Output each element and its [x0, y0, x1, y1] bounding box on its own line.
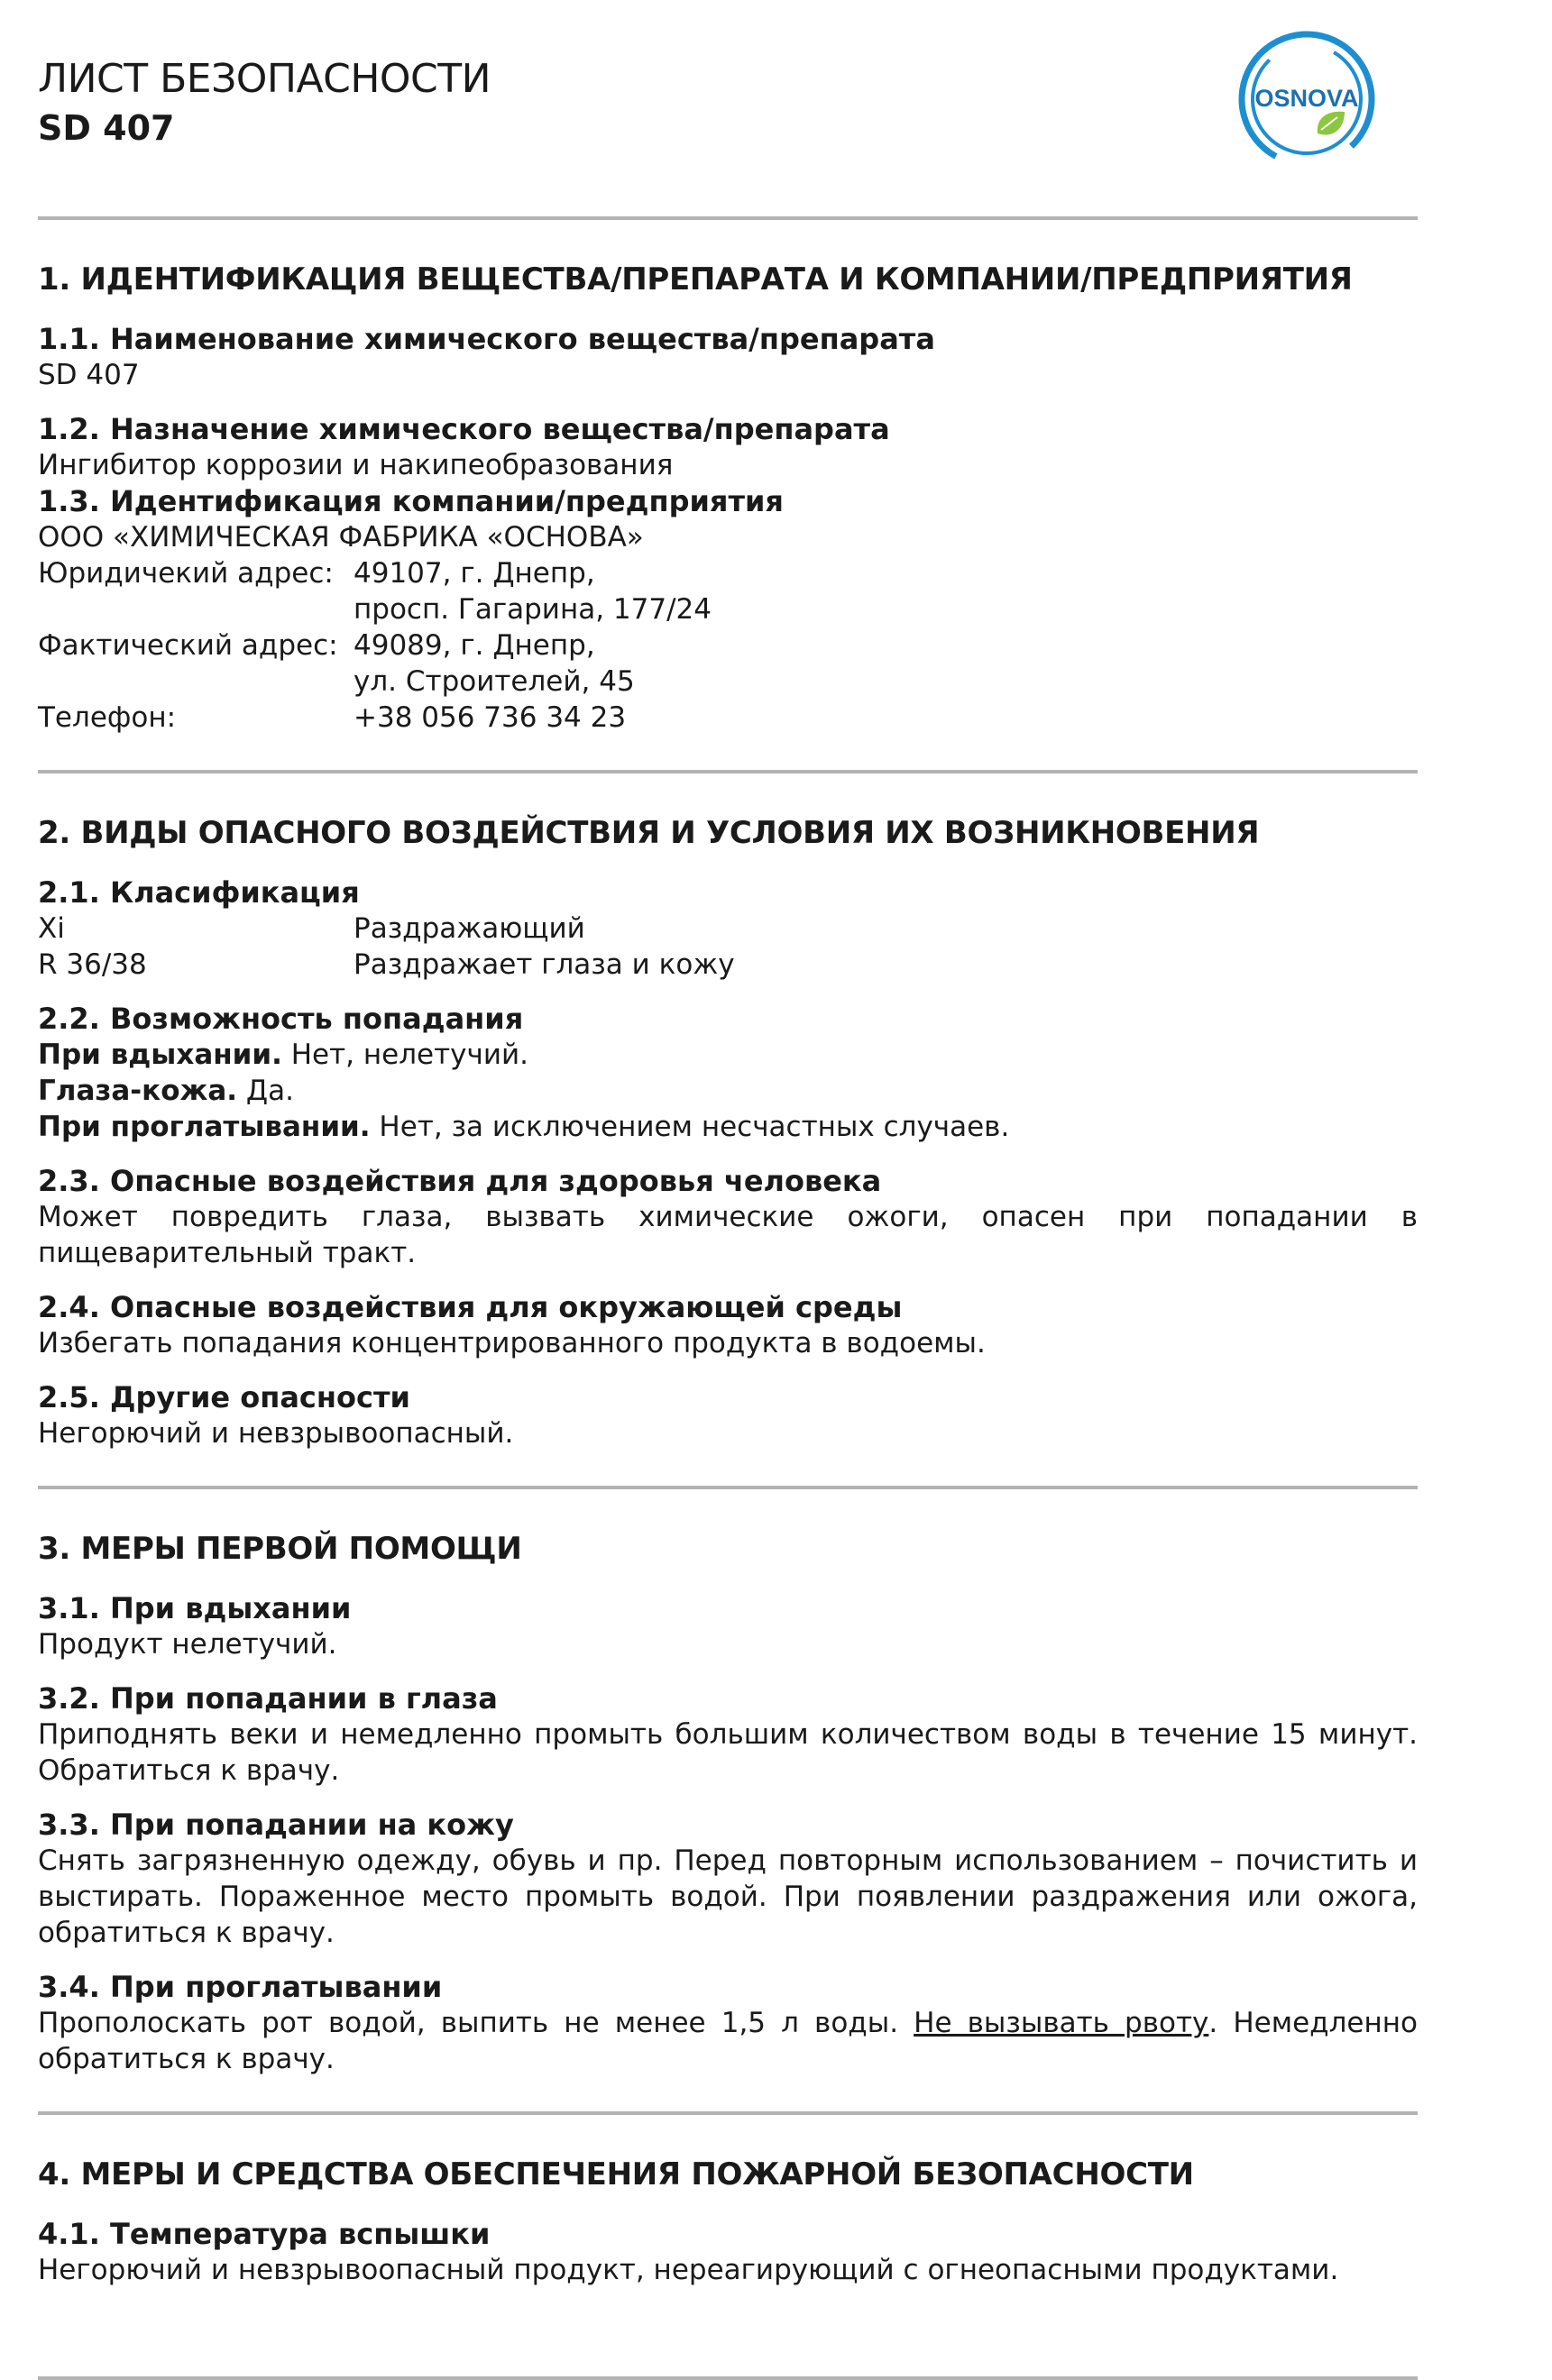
- divider: [38, 2376, 1418, 2380]
- company-name: ООО «ХИМИЧЕСКАЯ ФАБРИКА «ОСНОВА»: [38, 521, 644, 554]
- section-title: 2. ВИДЫ ОПАСНОГО ВОЗДЕЙСТВИЯ И УСЛОВИЯ ИХ ВОЗНИКНОВЕНИЯ: [38, 815, 1260, 851]
- legal-address-row: [38, 555, 1418, 591]
- section-title: 3. МЕРЫ ПЕРВОЙ ПОМОЩИ: [38, 1531, 522, 1567]
- subsection-title: 3.2. При попадании в глаза: [38, 1681, 498, 1716]
- class-desc: Раздражает глаза и кожу: [354, 948, 735, 981]
- actual-address-row-2: [38, 664, 1418, 700]
- eye-aid-text: Приподнять веки и немедленно промыть большим количеством воды в течение 15 минут. Обратиться к врачу.: [38, 1718, 1418, 1787]
- class-code: R 36/38: [38, 948, 147, 981]
- environment-hazards-text: Избегать попадания концентрированного продукта в водоемы.: [38, 1327, 986, 1359]
- legal-address-line-2: просп. Гагарина, 177/24: [354, 593, 712, 626]
- subsection-title: 2.5. Другие опасности: [38, 1380, 410, 1414]
- legal-address-row-2: [38, 591, 1418, 627]
- subsection-title: 2.4. Опасные воздействия для окружающей среды: [38, 1290, 903, 1324]
- phone-label: Телефон:: [38, 701, 177, 734]
- actual-address-line-2: ул. Строителей, 45: [354, 665, 635, 698]
- classification-row: [38, 947, 1418, 983]
- actual-address-line-1: 49089, г. Днепр,: [354, 629, 595, 662]
- subsection-title: 3.3. При попадании на кожу: [38, 1808, 514, 1842]
- section-title: 1. ИДЕНТИФИКАЦИЯ ВЕЩЕСТВА/ПРЕПАРАТА И КОМПАНИИ/ПРЕДПРИЯТИЯ: [38, 261, 1353, 298]
- document-page: [38, 0, 1418, 2380]
- section-2: [38, 774, 1418, 1486]
- phone-row: [38, 700, 1418, 736]
- health-hazards-text: Может повредить глаза, вызвать химические ожоги, опасен при попадании в пищеварительный тракт.: [38, 1201, 1418, 1269]
- subsection-title: 4.1. Температура вспышки: [38, 2217, 491, 2251]
- subsection-title: 2.1. Класификация: [38, 875, 360, 910]
- section-title: 4. МЕРЫ И СРЕДСТВА ОБЕСПЕЧЕНИЯ ПОЖАРНОЙ БЕЗОПАСНОСТИ: [38, 2156, 1194, 2192]
- class-code: Xi: [38, 912, 65, 945]
- exposure-eye-skin: Глаза-кожа. Да.: [38, 1075, 294, 1107]
- section-3: [38, 1489, 1418, 2111]
- document-title: ЛИСТ БЕЗОПАСНОСТИ: [38, 56, 491, 102]
- subsection-title: 1.2. Назначение химического вещества/препарата: [38, 412, 890, 446]
- product-purpose: Ингибитор коррозии и накипеобразования: [38, 449, 674, 481]
- section-4: [38, 2115, 1418, 2322]
- classification-row: [38, 911, 1418, 947]
- other-hazards-text: Негорючий и невзрывоопасный.: [38, 1417, 514, 1450]
- subsection-title: 2.3. Опасные воздействия для здоровья человека: [38, 1164, 882, 1198]
- flash-point-text: Негорючий и невзрывоопасный продукт, нереагирующий с огнеопасными продуктами.: [38, 2254, 1339, 2286]
- subsection-title: 2.2. Возможность попадания: [38, 1002, 524, 1036]
- class-desc: Раздражающий: [354, 912, 585, 945]
- osnova-logo: [1235, 27, 1379, 171]
- exposure-swallow: При проглатывании. Нет, за исключением несчастных случаев.: [38, 1111, 1010, 1143]
- product-name: SD 407: [38, 359, 140, 391]
- document-header: [38, 0, 1418, 216]
- actual-address-label: Фактический адрес:: [38, 629, 338, 662]
- subsection-title: 1.1. Наименование химического вещества/препарата: [38, 322, 935, 356]
- section-1: [38, 220, 1418, 770]
- subsection-title: 3.1. При вдыхании: [38, 1591, 352, 1625]
- exposure-inhalation: При вдыхании. Нет, нелетучий.: [38, 1039, 528, 1071]
- phone-value: +38 056 736 34 23: [354, 701, 627, 734]
- product-code: SD 407: [38, 108, 175, 148]
- legal-address-label: Юридичекий адрес:: [38, 557, 334, 590]
- skin-aid-text: Снять загрязненную одежду, обувь и пр. Перед повторным использованием – почистить и выстирать. Пораженное место промыть водой. При появлении раздражения или ожога, обратиться к врачу.: [38, 1844, 1418, 1949]
- swallow-aid-text: Прополоскать рот водой, выпить не менее 1,5 л воды. Не вызывать рвоту. Немедленно обратиться к врачу.: [38, 2007, 1418, 2075]
- subsection-title: 3.4. При проглатывании: [38, 1970, 443, 2004]
- legal-address-line-1: 49107, г. Днепр,: [354, 557, 595, 590]
- logo-text: OSNOVA: [1254, 85, 1359, 112]
- actual-address-row: [38, 627, 1418, 664]
- subsection-title: 1.3. Идентификация компании/предприятия: [38, 484, 784, 518]
- inhalation-aid-text: Продукт нелетучий.: [38, 1628, 337, 1661]
